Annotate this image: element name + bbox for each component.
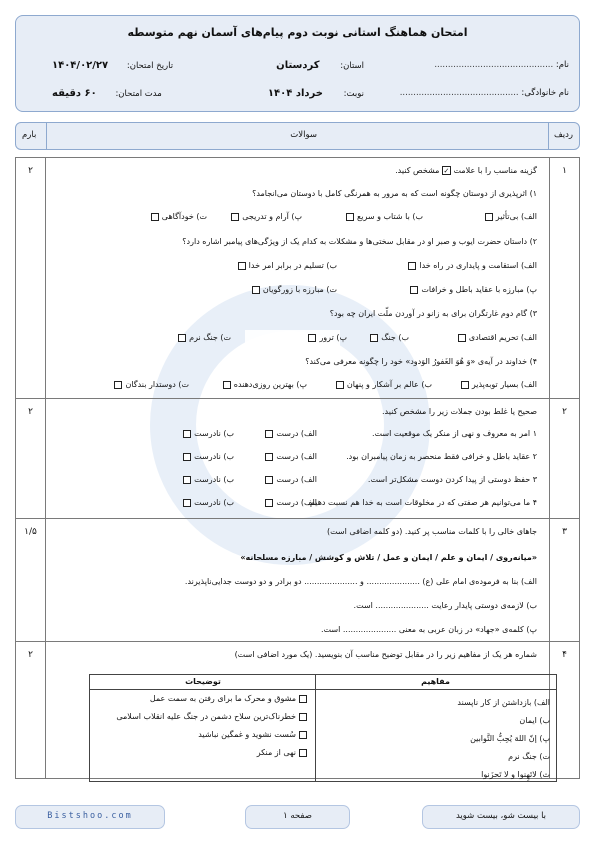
- true-option[interactable]: [265, 429, 317, 438]
- date-label: تاریخ امتحان:: [126, 61, 174, 71]
- option-label: خطرناک‌ترین سلاح دشمن در جنگ علیه انقلاب اسلامی: [116, 712, 296, 721]
- option-label: ب) نادرست: [194, 452, 234, 461]
- province-value: کردستان: [276, 60, 320, 71]
- duration-row: [52, 88, 162, 99]
- answer-box[interactable]: [299, 749, 307, 757]
- question-number: ۴: [549, 642, 579, 778]
- option-label: الف) درست: [276, 498, 317, 507]
- checkbox[interactable]: [485, 213, 493, 221]
- option-label: ت) دوستدار بندگان: [125, 380, 189, 389]
- concept-item: ث) لاتَهِنوا و لا تَحزَنوا: [481, 770, 550, 779]
- date-value: ۱۴۰۴/۰۲/۲۷: [52, 60, 109, 71]
- q1-instruction-text: گزینه مناسب را با علامت: [453, 166, 537, 175]
- matching-table: [89, 674, 557, 782]
- option-label: ب) با شتاب و سریع: [356, 212, 423, 221]
- true-option[interactable]: [265, 452, 317, 461]
- answer-box[interactable]: [299, 695, 307, 703]
- true-option[interactable]: [265, 498, 317, 507]
- option-label: الف) درست: [276, 452, 317, 461]
- checkbox[interactable]: [252, 286, 260, 294]
- explanation-item[interactable]: [116, 712, 307, 721]
- checkbox[interactable]: [183, 453, 191, 461]
- checkbox[interactable]: [238, 262, 246, 270]
- duration-value: ۶۰ دقیقه: [52, 88, 97, 99]
- question-3: [16, 519, 579, 642]
- col-score: بارم: [22, 130, 37, 140]
- question-number: ۲: [549, 399, 579, 518]
- footer-site-link[interactable]: Bistshoo.com: [15, 805, 165, 829]
- option-label: ب) نادرست: [194, 498, 234, 507]
- option-label: سُست نشوید و غمگین نباشید: [198, 730, 296, 739]
- q3-instruction: جاهای خالی را با کلمات مناسب پر کنید. (دو کلمه اضافی است): [326, 527, 537, 536]
- checkbox[interactable]: [114, 381, 122, 389]
- checkbox[interactable]: [461, 381, 469, 389]
- option-label: ب) عالم بر آشکار و پنهان: [346, 380, 432, 389]
- checkbox[interactable]: [265, 476, 273, 484]
- session-value: خرداد ۱۴۰۴: [267, 88, 323, 99]
- explanation-item[interactable]: [198, 730, 307, 739]
- col-divider: [548, 123, 549, 149]
- question-4: [16, 642, 579, 778]
- false-option[interactable]: [183, 429, 234, 438]
- false-option[interactable]: [183, 475, 234, 484]
- option-label: ت) جنگ نرم: [189, 333, 231, 342]
- option-label: ت) خودآگاهی: [161, 212, 207, 221]
- option[interactable]: [346, 212, 423, 221]
- question-score: ۲: [16, 642, 46, 778]
- footer-slogan: با بیست شو، بیست شوید: [422, 805, 580, 829]
- concept-item: الف) بازداشتن از کار ناپسند: [457, 698, 550, 707]
- option-label: پ) مبارزه با عقاید باطل و خرافات: [421, 285, 537, 294]
- true-option[interactable]: [265, 475, 317, 484]
- option[interactable]: [370, 333, 409, 342]
- checkbox[interactable]: [183, 499, 191, 507]
- concept-item: پ) إنّ اللهَ یُحِبُّ التَّوابین: [470, 734, 550, 743]
- option-label: ب) نادرست: [194, 475, 234, 484]
- q1-item-1: ۱) اثرپذیری از دوستان چگونه است که به مرور به همرنگی کامل با دوستان می‌انجامد؟: [252, 189, 537, 198]
- checkbox[interactable]: [178, 334, 186, 342]
- q1-item-2: ۲) داستان حضرت ایوب و صبر او در مقابل سختی‌ها و مشکلات به کدام یک از ویژگی‌های پیامبر اشاره دارد؟: [182, 237, 537, 246]
- explanation-item[interactable]: [150, 694, 307, 703]
- q1-instruction-end: مشخص کنید.: [395, 166, 440, 175]
- fill-blank-sentence[interactable]: پ) کلمه‌ی «جهاد» در زبان عربی به معنی ..................... است.: [321, 625, 537, 634]
- session-label: نوبت:: [343, 89, 364, 99]
- exam-header: [15, 15, 580, 112]
- option[interactable]: [461, 380, 537, 389]
- q3-word-bank: «میانه‌روی / ایمان و علم / ایمان و عمل / تلاش و کوشش / مبارزه مسلحانه»: [240, 553, 537, 562]
- option[interactable]: [231, 212, 302, 221]
- option[interactable]: [238, 261, 337, 270]
- q4-instruction: شماره هر یک از مفاهیم زیر را در مقابل توضیح مناسب آن بنویسید. (یک مورد اضافی است): [234, 650, 537, 659]
- option[interactable]: [336, 380, 432, 389]
- col-divider: [46, 123, 47, 149]
- fill-blank-sentence[interactable]: الف) بنا به فرموده‌ی امام علی (ع) ..................... و ..................... دو برادر و دو دوست جدایی‌ناپذیرند.: [184, 577, 537, 586]
- option-label: ب) تسلیم در برابر امر خدا: [248, 261, 337, 270]
- tf-statement: ۲ عقاید باطل و خرافی فقط منحصر به زمان پیامبران بود.: [346, 452, 537, 461]
- option-label: ت) مبارزه با زورگویان: [262, 285, 337, 294]
- option[interactable]: [308, 333, 347, 342]
- false-option[interactable]: [183, 452, 234, 461]
- option-label: مشوق و محرک ما برای رفتن به سمت عمل: [149, 694, 296, 703]
- question-number: ۳: [549, 519, 579, 641]
- question-score: ۱/۵: [16, 519, 46, 641]
- tf-statement: ۱ امر به معروف و نهی از منکر یک موقعیت است.: [371, 429, 537, 438]
- checkbox[interactable]: [308, 334, 316, 342]
- checkbox[interactable]: [151, 213, 159, 221]
- session-row: [268, 88, 364, 99]
- footer-page-number: صفحه ۱: [245, 805, 350, 829]
- family-label: نام خانوادگی:: [521, 88, 569, 98]
- checkbox[interactable]: [408, 262, 416, 270]
- option[interactable]: [178, 333, 231, 342]
- concept-item: ب) ایمان: [519, 716, 550, 725]
- q2-instruction: صحیح یا غلط بودن جملات زیر را مشخص کنید.: [382, 407, 537, 416]
- answer-box[interactable]: [299, 713, 307, 721]
- option-label: الف) درست: [276, 475, 317, 484]
- tf-statement: ۳ حفظ دوستی از پیدا کردن دوست مشکل‌تر است.: [367, 475, 537, 484]
- question-score: ۲: [16, 399, 46, 518]
- false-option[interactable]: [183, 498, 234, 507]
- col-questions: سوالات: [290, 130, 317, 140]
- column-divider: [315, 675, 316, 781]
- option[interactable]: [223, 380, 307, 389]
- name-row: [434, 60, 569, 70]
- option[interactable]: [114, 380, 189, 389]
- checkbox[interactable]: [336, 381, 344, 389]
- checkbox[interactable]: [458, 334, 466, 342]
- name-label: نام:: [555, 60, 569, 70]
- answer-box[interactable]: [299, 731, 307, 739]
- explanations-header: توضیحات: [90, 675, 316, 690]
- option-label: نهی از منکر: [256, 748, 296, 757]
- exam-title: امتحان هماهنگ استانی نوبت دوم پیام‌های آسمان نهم متوسطه: [127, 26, 468, 39]
- q1-item-3: ۳) گام دوم غارتگران برای به زانو در آوردن ملّت ایران چه بود؟: [329, 309, 537, 318]
- question-number: ۱: [549, 158, 579, 398]
- date-row: [52, 60, 173, 71]
- concept-item: ت) جنگ نرم: [508, 752, 550, 761]
- checkbox[interactable]: [183, 430, 191, 438]
- option-label: پ) ترور: [319, 333, 347, 342]
- checkbox[interactable]: [265, 499, 273, 507]
- option-label: الف) بی‌تأثیر: [495, 212, 537, 221]
- checkbox[interactable]: [370, 334, 378, 342]
- checkbox[interactable]: [265, 453, 273, 461]
- question-score: ۲: [16, 158, 46, 398]
- province-label: استان:: [340, 61, 364, 71]
- option[interactable]: [485, 212, 537, 221]
- duration-label: مدت امتحان:: [115, 89, 162, 99]
- checkbox[interactable]: [346, 213, 354, 221]
- explanation-item[interactable]: [257, 748, 307, 757]
- option-label: پ) بهترین روزی‌دهنده: [233, 380, 307, 389]
- question-2: [16, 399, 579, 519]
- column-headers: [15, 122, 580, 150]
- family-field[interactable]: ............................................: [399, 88, 519, 98]
- tf-statement: ۴ ما می‌توانیم هر صفتی که در مخلوقات است به خدا هم نسبت دهیم.: [307, 498, 537, 507]
- checkbox[interactable]: [231, 213, 239, 221]
- option-label: الف) تحریم اقتصادی: [468, 333, 537, 342]
- option-label: پ) آرام و تدریجی: [242, 212, 302, 221]
- q1-instruction: [395, 166, 537, 175]
- family-row: [400, 88, 569, 98]
- fill-blank-sentence[interactable]: ب) لازمه‌ی دوستی پایدار رعایت ..................... است.: [353, 601, 537, 610]
- concepts-header: مفاهیم: [315, 675, 556, 690]
- option[interactable]: [408, 261, 537, 270]
- option-label: الف) استقامت و پایداری در راه خدا: [419, 261, 537, 270]
- option[interactable]: [252, 285, 337, 294]
- option-label: ب) نادرست: [194, 429, 234, 438]
- option[interactable]: [410, 285, 537, 294]
- option[interactable]: [151, 212, 207, 221]
- col-row: ردیف: [553, 130, 573, 140]
- checkbox[interactable]: [410, 286, 418, 294]
- option[interactable]: [458, 333, 537, 342]
- check-mark-icon: ✓: [443, 167, 450, 175]
- option-label: الف) بسیار توبه‌پذیر: [471, 380, 537, 389]
- checkbox[interactable]: [265, 430, 273, 438]
- checkbox[interactable]: [223, 381, 231, 389]
- option-label: ب) جنگ: [381, 333, 409, 342]
- checkbox[interactable]: [183, 476, 191, 484]
- questions-table: [15, 157, 580, 779]
- name-field[interactable]: ............................................: [434, 60, 554, 70]
- province-row: [276, 60, 364, 71]
- question-1: [16, 158, 579, 399]
- q1-item-4: ۴) خداوند در آیه‌ی «وَ هُوَ الغَفورُ الوَدود» خود را چگونه معرفی می‌کند؟: [305, 357, 537, 366]
- option-label: الف) درست: [276, 429, 317, 438]
